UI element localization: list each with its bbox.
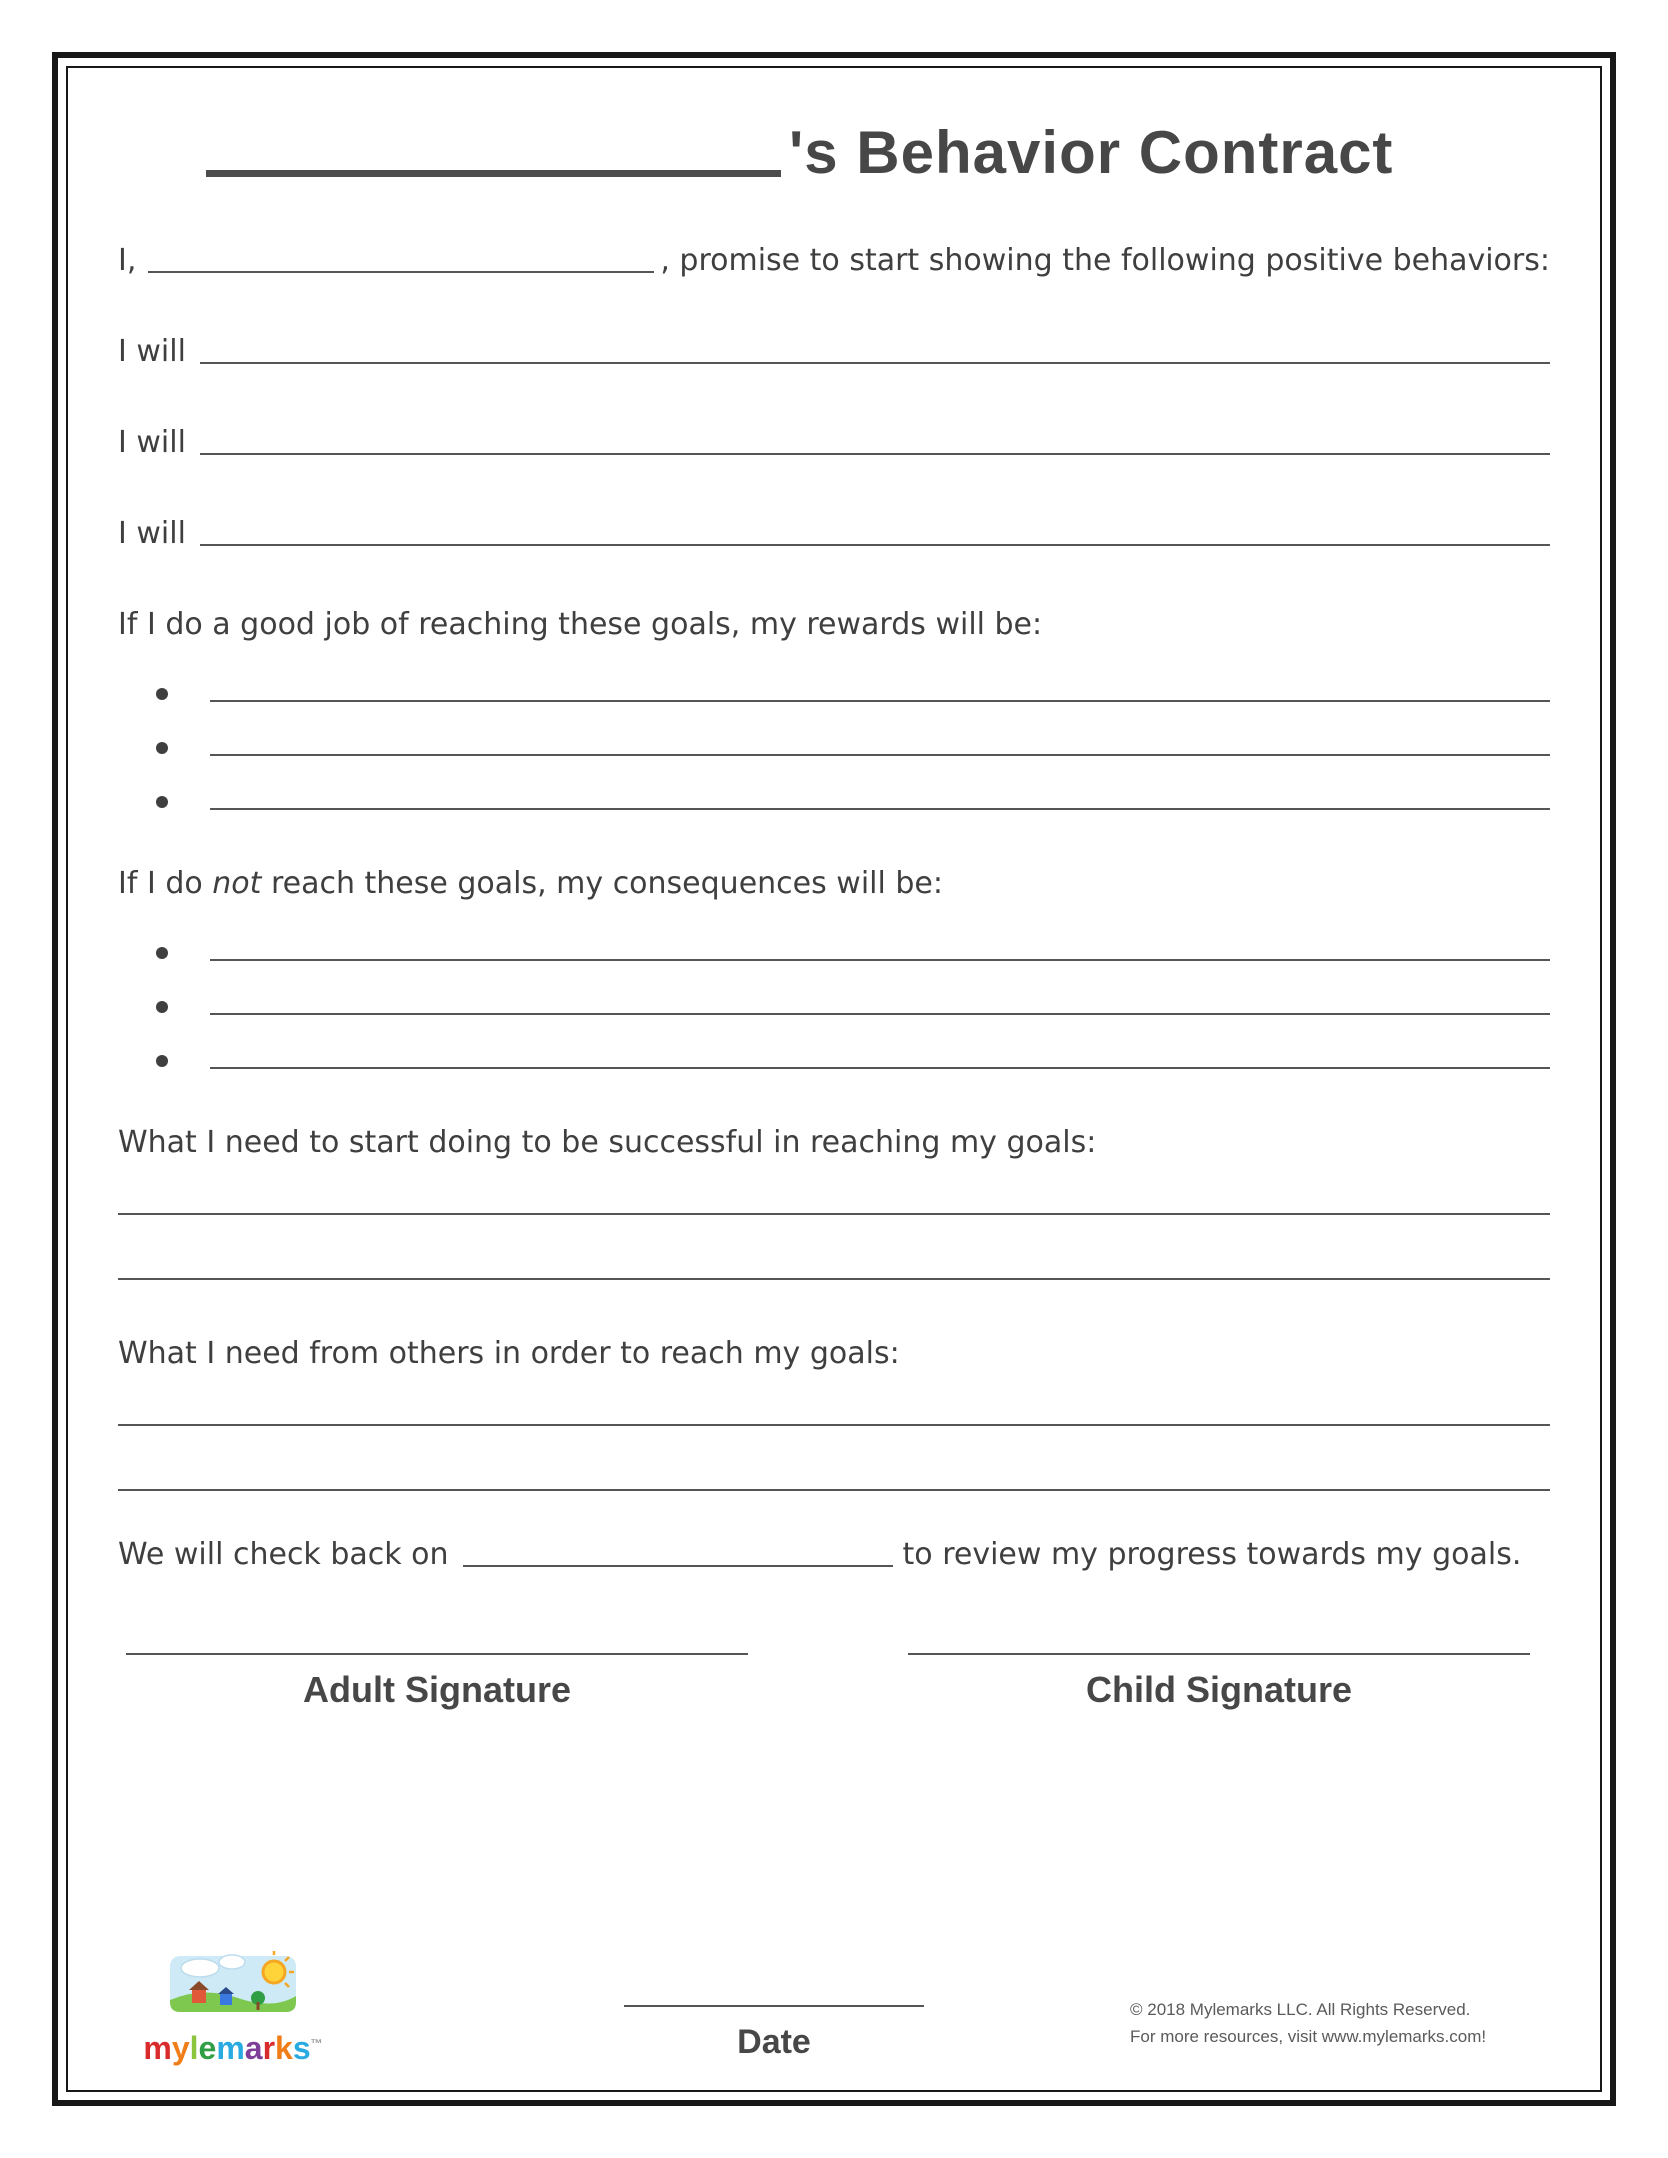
intro-name-blank-line[interactable] xyxy=(148,271,654,273)
i-will-label: I will xyxy=(118,425,186,460)
rewards-heading: If I do a good job of reaching these goals, my rewards will be: xyxy=(118,607,1043,642)
copyright-block xyxy=(1130,1996,1550,2066)
bullet-dot xyxy=(156,796,168,808)
title-name-blank-line[interactable] xyxy=(206,170,781,177)
child-signature-line[interactable] xyxy=(908,1652,1530,1655)
inner-border xyxy=(66,66,1602,2092)
success-line-2[interactable] xyxy=(118,1277,1550,1280)
reward-line-2[interactable] xyxy=(210,742,1550,756)
page-title: 's Behavior Contract xyxy=(789,119,1394,186)
consequence-line-1[interactable] xyxy=(210,947,1550,961)
consequence-row xyxy=(156,947,1550,961)
adult-signature-line[interactable] xyxy=(126,1652,748,1655)
others-line-2[interactable] xyxy=(118,1488,1550,1491)
behavior-line-2[interactable] xyxy=(200,453,1550,455)
checkback-suffix: to review my progress towards my goals. xyxy=(902,1537,1522,1572)
footer xyxy=(118,1950,1550,2066)
reward-row xyxy=(156,796,1550,810)
behavior-row xyxy=(118,425,1550,460)
bullet-dot xyxy=(156,1055,168,1067)
i-will-label: I will xyxy=(118,516,186,551)
bullet-dot xyxy=(156,947,168,959)
success-heading: What I need to start doing to be successful in reaching my goals: xyxy=(118,1125,1097,1160)
intro-suffix: , promise to start showing the following positive behaviors: xyxy=(660,243,1550,278)
mylemarks-logo-text: mylemarks xyxy=(143,2030,311,2066)
consequence-row xyxy=(156,1055,1550,1069)
checkback-row xyxy=(118,1537,1550,1572)
adult-signature-block xyxy=(126,1652,748,1711)
title-row xyxy=(206,118,1550,187)
copyright-text: © 2018 Mylemarks LLC. All Rights Reserved. xyxy=(1130,1999,1471,2019)
success-line-1[interactable] xyxy=(118,1212,1550,1215)
checkback-date-blank[interactable] xyxy=(463,1565,893,1567)
consequences-heading-pre: If I do xyxy=(118,866,213,901)
date-line[interactable] xyxy=(624,2004,924,2007)
consequence-line-3[interactable] xyxy=(210,1055,1550,1069)
others-line-1[interactable] xyxy=(118,1423,1550,1426)
intro-row xyxy=(118,243,1550,278)
child-signature-block xyxy=(908,1652,1530,1711)
behavior-row xyxy=(118,516,1550,551)
i-will-label: I will xyxy=(118,334,186,369)
consequences-heading xyxy=(118,866,1550,901)
bullet-dot xyxy=(156,688,168,700)
outer-border xyxy=(52,52,1616,2106)
mylemarks-logo xyxy=(118,1950,348,2066)
signature-row xyxy=(126,1652,1530,1711)
bullet-dot xyxy=(156,742,168,754)
mylemarks-logo-scene-icon xyxy=(158,1950,308,2028)
trademark-symbol: ™ xyxy=(310,2036,323,2051)
consequences-heading-emphasis: not xyxy=(212,866,262,901)
bullet-dot xyxy=(156,1001,168,1013)
consequence-row xyxy=(156,1001,1550,1015)
consequence-line-2[interactable] xyxy=(210,1001,1550,1015)
date-block xyxy=(418,1992,1130,2066)
reward-line-1[interactable] xyxy=(210,688,1550,702)
reward-row xyxy=(156,688,1550,702)
behavior-row xyxy=(118,334,1550,369)
consequences-heading-post: reach these goals, my consequences will be: xyxy=(261,866,943,901)
others-heading: What I need from others in order to reach my goals: xyxy=(118,1336,900,1371)
intro-prefix: I, xyxy=(118,243,137,278)
child-signature-label: Child Signature xyxy=(1085,1669,1352,1710)
checkback-prefix: We will check back on xyxy=(118,1537,449,1572)
date-label: Date xyxy=(737,2023,811,2061)
behavior-line-3[interactable] xyxy=(200,544,1550,546)
resources-note: For more resources, visit www.mylemarks.com! xyxy=(1130,2026,1487,2046)
behavior-line-1[interactable] xyxy=(200,362,1550,364)
adult-signature-label: Adult Signature xyxy=(303,1669,571,1710)
reward-row xyxy=(156,742,1550,756)
reward-line-3[interactable] xyxy=(210,796,1550,810)
